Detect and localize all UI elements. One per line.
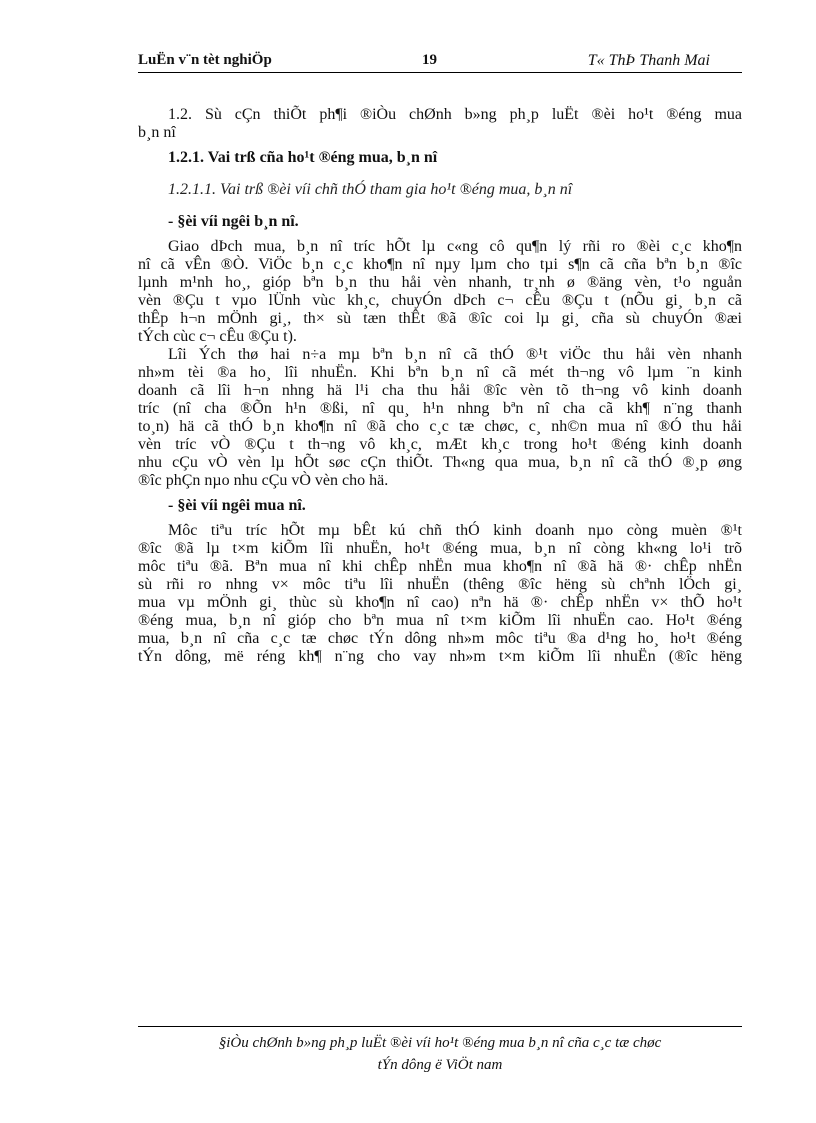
text-line: vèn tríc vÒ ®Çu t th¬ng vô kh¸c, mÆt kh¸c trong ho¹t ®éng kinh doanh <box>138 436 742 453</box>
paragraph-1 <box>138 238 742 346</box>
text-line: nî cã vÊn ®Ò. ViÖc b¸n c¸c kho¶n nî nµy lµm cho tµi s¶n cã cña bªn b¸n ®îc <box>138 256 742 273</box>
text-line: sù rñi ro nhng v× môc tiªu lîi nhuËn (thêng ®îc hëng sù chªnh lÖch gi¸ <box>138 576 742 593</box>
text-line: ®éng mua, b¸n nî gióp cho bªn mua nî t×m kiÕm lîi nhuËn cao. Ho¹t ®éng <box>138 612 742 629</box>
header-author: T« ThÞ Thanh Mai <box>587 52 710 69</box>
paragraph-2 <box>138 346 742 490</box>
header-thesis-label: LuËn v¨n tèt nghiÖp <box>138 52 272 68</box>
page-footer <box>138 1032 742 1076</box>
subsection-heading-1-2-1-1: 1.2.1.1. Vai trß ®èi víi chñ thÓ tham gia ho¹t ®éng mua, b¸n nî <box>168 181 573 198</box>
subheading-buyer: - §èi víi ngêi mua nî. <box>168 497 306 514</box>
text-line: Giao dÞch mua, b¸n nî tríc hÕt lµ c«ng cô qu¶n lý rñi ro ®èi c¸c kho¶n <box>168 238 742 255</box>
text-line: ®îc ®ã lµ t×m kiÕm lîi nhuËn, ho¹t ®éng mua, b¸n nî còng kh«ng lo¹i trõ <box>138 540 742 557</box>
text-line: ®îc phÇn nµo nhu cÇu vÒ vèn cho hä. <box>138 472 389 489</box>
footer-title-line: §iÒu chØnh b»ng ph¸p luËt ®èi víi ho¹t ®éng mua b¸n nî cña c¸c tæ chøc <box>218 1035 662 1051</box>
text-line: nhu cÇu vÒ vèn lµ hÕt søc cÇn thiÕt. Th«ng qua mua, b¸n nî cã thÓ ®¸p øng <box>138 454 742 471</box>
page-header <box>138 52 742 73</box>
text-line: doanh cã lîi h¬n nhng hä l¹i cha thu håi ®îc vèn tõ th¬ng vô kinh doanh <box>138 382 742 399</box>
subsection-heading-1-2-1: 1.2.1. Vai trß cña ho¹t ®éng mua, b¸n nî <box>168 149 438 166</box>
text-line: lµnh m¹nh ho¸, gióp bªn b¸n thu håi vèn nhanh, tr¸nh ø ®äng vèn, t¹o nguån <box>138 274 742 291</box>
text-line: to¸n) hä cã thÓ b¸n kho¶n nî ®ã cho c¸c tæ chøc, c¸ nh©n mua nî ®Ó thu håi <box>138 418 742 435</box>
document-body <box>138 106 742 666</box>
subheading-seller: - §èi víi ngêi b¸n nî. <box>168 213 299 230</box>
text-line: Lîi Ých thø hai n÷a mµ bªn b¸n nî cã thÓ ®¹t viÖc thu håi vèn nhanh <box>168 346 742 363</box>
text-line: tÝn dông, më réng kh¶ n¨ng cho vay nh»m t×m kiÕm lîi nhuËn (®îc hëng <box>138 648 742 665</box>
section-heading-line: b¸n nî <box>138 124 176 141</box>
text-line: tÝch cùc c¬ cÊu ®Çu t). <box>138 328 297 345</box>
paragraph-3 <box>138 522 742 666</box>
text-line: tríc (nî cha ®Õn h¹n ®ßi, nî qu¸ h¹n nhng bªn nî cha cã kh¶ n¨ng thanh <box>138 400 742 417</box>
text-line: mua vµ mÖnh gi¸ thùc sù kho¶n nî cao) nªn hä ®· chÊp nhËn v× thÕ ho¹t <box>138 594 742 611</box>
text-line: Môc tiªu tríc hÕt mµ bÊt kú chñ thÓ kinh doanh nµo còng muèn ®¹t <box>168 522 742 539</box>
section-heading-1-2 <box>138 106 742 142</box>
section-heading-line: 1.2. Sù cÇn thiÕt ph¶i ®iÒu chØnh b»ng ph¸p luËt ®èi ho¹t ®éng mua <box>168 106 742 123</box>
text-line: môc tiªu ®ã. Bªn mua nî khi chÊp nhËn mua kho¶n nî ®ã hä ®· chÊp nhËn <box>138 558 742 575</box>
page-number: 19 <box>422 52 437 68</box>
text-line: thÊp h¬n mÖnh gi¸, th× sù tæn thÊt ®ã ®îc coi lµ gi¸ cña sù chuyÓn ®æi <box>138 310 742 327</box>
text-line: nh»m tèi ®a ho¸ lîi nhuËn. Khi bªn b¸n nî cã mét th¬ng vô lµm ¨n kinh <box>138 364 742 381</box>
footer-title-line: tÝn dông ë ViÖt nam <box>377 1057 503 1073</box>
text-line: mua, b¸n nî cña c¸c tæ chøc tÝn dông nh»m môc tiªu ®a d¹ng ho¸ ho¹t ®éng <box>138 630 742 647</box>
footer-divider <box>138 1026 742 1027</box>
text-line: vèn ®Çu t vµo lÜnh vùc kh¸c, chuyÓn dÞch c¬ cÊu ®Çu t (nÕu gi¸ b¸n cã <box>138 292 742 309</box>
